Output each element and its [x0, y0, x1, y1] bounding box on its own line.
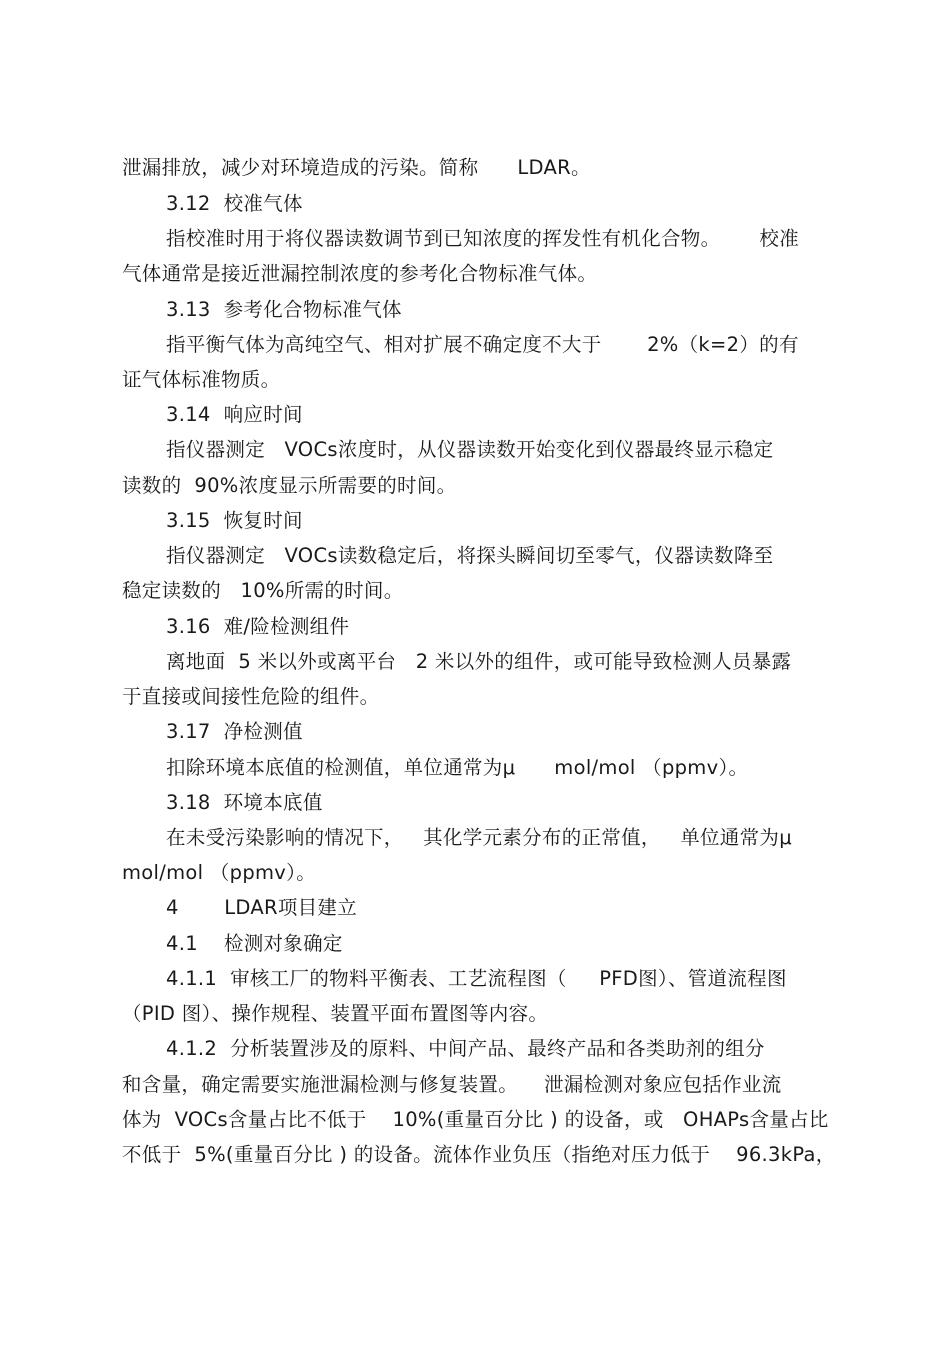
- text-line: 在未受污染影响的情况下， 其化学元素分布的正常值， 单位通常为μ: [166, 826, 792, 849]
- text-line: 不低于 5%(重量百分比 ) 的设备。流体作业负压（指绝对压力低于 96.3kPa，: [122, 1143, 836, 1166]
- text-line: mol/mol （ppmv）。: [122, 861, 316, 884]
- text-line: 扣除环境本底值的检测值，单位通常为μ mol/mol （ppmv）。: [166, 756, 749, 779]
- text-line: 4.1.2 分析装置涉及的原料、中间产品、最终产品和各类助剂的组分: [166, 1037, 765, 1060]
- section-heading: 4 LDAR项目建立: [166, 896, 358, 919]
- text-line: 气体通常是接近泄漏控制浓度的参考化合物标准气体。: [122, 262, 598, 285]
- section-heading: 3.14 响应时间: [166, 403, 303, 426]
- text-line: 泄漏排放，减少对环境造成的污染。简称 LDAR。: [122, 156, 591, 179]
- text-line: 指平衡气体为高纯空气、相对扩展不确定度不大于 2%（k=2）的有: [166, 333, 799, 356]
- text-line: 指仪器测定 VOCs浓度时，从仪器读数开始变化到仪器最终显示稳定: [166, 438, 774, 461]
- section-heading: 3.13 参考化合物标准气体: [166, 298, 402, 321]
- text-line: 离地面 5 米以外或离平台 2 米以外的组件，或可能导致检测人员暴露: [166, 650, 792, 673]
- section-heading: 3.18 环境本底值: [166, 791, 323, 814]
- section-heading: 3.16 难/险检测组件: [166, 615, 350, 638]
- text-line: 指校准时用于将仪器读数调节到已知浓度的挥发性有机化合物。 校准: [166, 227, 799, 250]
- text-line: 指仪器测定 VOCs读数稳定后，将探头瞬间切至零气，仪器读数降至: [166, 544, 774, 567]
- section-heading: 3.12 校准气体: [166, 192, 303, 215]
- section-heading: 3.17 净检测值: [166, 720, 303, 743]
- text-line: 于直接或间接性危险的组件。: [122, 685, 380, 708]
- section-heading: 4.1 检测对象确定: [166, 932, 343, 955]
- text-line: （PID 图）、操作规程、装置平面布置图等内容。: [122, 1002, 549, 1025]
- text-line: 和含量，确定需要实施泄漏检测与修复装置。 泄漏检测对象应包括作业流: [122, 1073, 782, 1096]
- section-heading: 3.15 恢复时间: [166, 509, 303, 532]
- text-line: 4.1.1 审核工厂的物料平衡表、工艺流程图（ PFD图）、管道流程图: [166, 967, 787, 990]
- text-line: 证气体标准物质。: [122, 368, 281, 391]
- text-line: 读数的 90%浓度显示所需要的时间。: [122, 474, 457, 497]
- text-line: 稳定读数的 10%所需的时间。: [122, 579, 404, 602]
- text-line: 体为 VOCs含量占比不低于 10%(重量百分比 ) 的设备，或 OHAPs含量占比: [122, 1108, 829, 1131]
